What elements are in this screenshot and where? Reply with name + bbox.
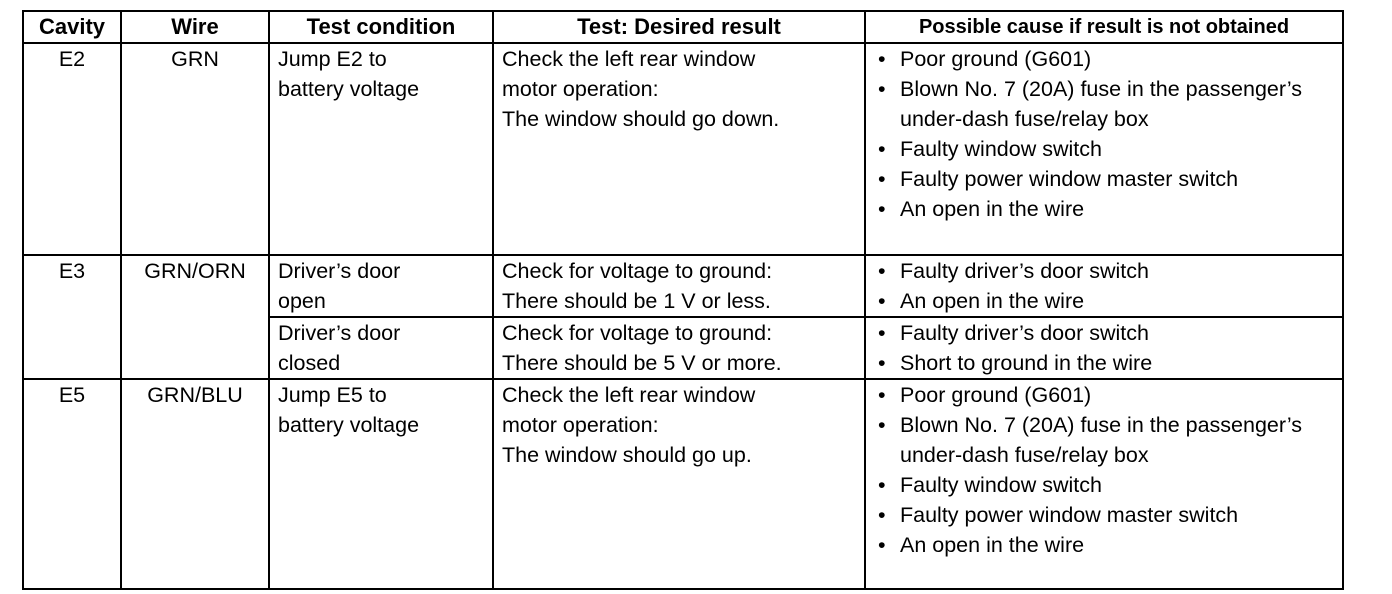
header-wire: Wire <box>121 11 269 43</box>
result-line: motor operation: <box>502 77 659 101</box>
cause-list <box>876 318 1336 378</box>
cause-list <box>876 380 1336 560</box>
result-line: The window should go down. <box>502 107 780 131</box>
cause-item: • Blown No. 7 (20A) fuse in the passenger’s under-dash fuse/relay box <box>876 410 1336 470</box>
condition-line: battery voltage <box>278 77 420 101</box>
result-cell <box>493 255 865 317</box>
result-cell <box>493 43 865 255</box>
cause-item: • Faulty driver’s door switch <box>876 318 1336 348</box>
result-cell <box>493 317 865 379</box>
table-row-e3-open <box>23 255 1343 317</box>
cavity-cell: E3 <box>23 255 121 379</box>
cavity-cell: E2 <box>23 43 121 255</box>
cause-item: • Faulty window switch <box>876 134 1336 164</box>
cavity-cell: E5 <box>23 379 121 589</box>
table-row-e5 <box>23 379 1343 589</box>
header-cavity: Cavity <box>23 11 121 43</box>
cause-item: • Faulty power window master switch <box>876 164 1336 194</box>
condition-line: closed <box>278 351 341 375</box>
cause-list <box>876 44 1336 224</box>
condition-line: Driver’s door <box>278 321 401 345</box>
wire-cell: GRN <box>121 43 269 255</box>
cause-item: • Faulty window switch <box>876 470 1336 500</box>
cause-cell <box>865 379 1343 589</box>
result-line: Check the left rear window <box>502 47 756 71</box>
condition-cell <box>269 255 493 317</box>
condition-cell <box>269 317 493 379</box>
result-cell <box>493 379 865 589</box>
cause-item: • An open in the wire <box>876 530 1336 560</box>
result-line: Check the left rear window <box>502 383 756 407</box>
result-line: The window should go up. <box>502 443 752 467</box>
condition-line: Driver’s door <box>278 259 401 283</box>
result-line: Check for voltage to ground: <box>502 321 773 345</box>
cause-item: • Faulty driver’s door switch <box>876 256 1336 286</box>
cause-item: • Blown No. 7 (20A) fuse in the passenger’s under-dash fuse/relay box <box>876 74 1336 134</box>
cause-item: • Faulty power window master switch <box>876 500 1336 530</box>
condition-line: battery voltage <box>278 413 420 437</box>
condition-cell <box>269 43 493 255</box>
header-possible-cause: Possible cause if result is not obtained <box>865 11 1343 43</box>
cause-item: • Poor ground (G601) <box>876 380 1336 410</box>
wire-cell: GRN/BLU <box>121 379 269 589</box>
result-line: There should be 1 V or less. <box>502 289 771 313</box>
cause-cell <box>865 317 1343 379</box>
cause-item: • An open in the wire <box>876 194 1336 224</box>
header-test-condition: Test condition <box>269 11 493 43</box>
diagnostic-table <box>22 10 1344 590</box>
condition-line: Jump E2 to <box>278 47 387 71</box>
condition-line: Jump E5 to <box>278 383 387 407</box>
condition-cell <box>269 379 493 589</box>
table-row-e2 <box>23 43 1343 255</box>
result-line: motor operation: <box>502 413 659 437</box>
wire-cell: GRN/ORN <box>121 255 269 379</box>
cause-list <box>876 256 1336 316</box>
cause-item: • Short to ground in the wire <box>876 348 1336 378</box>
result-line: There should be 5 V or more. <box>502 351 782 375</box>
cause-cell <box>865 43 1343 255</box>
header-row <box>23 11 1343 43</box>
cause-item: • An open in the wire <box>876 286 1336 316</box>
result-line: Check for voltage to ground: <box>502 259 773 283</box>
cause-item: • Poor ground (G601) <box>876 44 1336 74</box>
condition-line: open <box>278 289 326 313</box>
cause-cell <box>865 255 1343 317</box>
header-desired-result: Test: Desired result <box>493 11 865 43</box>
